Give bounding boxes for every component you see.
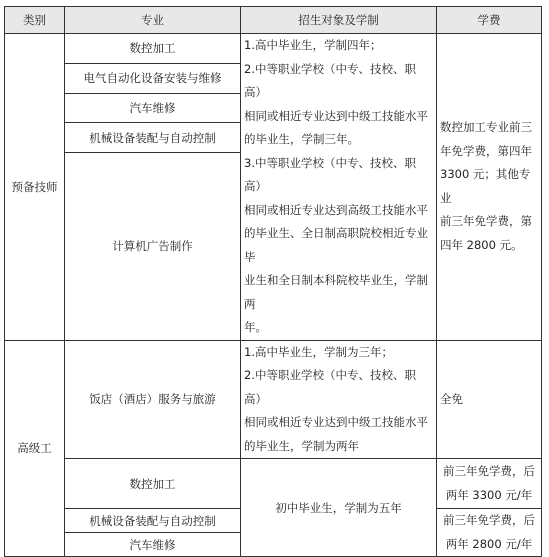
requirements-cell: 初中毕业生，学制为五年	[241, 459, 437, 557]
requirement-line: 1.高中毕业生，学制为三年；	[244, 344, 393, 359]
category-cell: 预备技师	[5, 34, 65, 341]
requirement-line: 的毕业生，学制为两年	[244, 438, 359, 453]
major-cell: 计算机广告制作	[65, 153, 241, 341]
major-cell: 机械设备装配与自动控制	[65, 123, 241, 153]
header-row	[5, 7, 542, 34]
major-cell: 数控加工	[65, 34, 241, 64]
fee-cell: 全免	[437, 340, 542, 459]
fee-cell	[437, 34, 542, 341]
requirement-line: 年。	[244, 320, 267, 334]
fee-line: 前三年免学费，后	[443, 513, 535, 527]
enrollment-table	[4, 6, 542, 557]
table-row	[5, 459, 542, 509]
requirement-line: 的毕业生，学制三年。	[244, 132, 359, 146]
major-cell: 电气自动化设备安装与维修	[65, 63, 241, 93]
fee-cell	[437, 459, 542, 509]
requirement-line: 1.高中毕业生，学制四年；	[244, 38, 382, 52]
major-cell: 饭店（酒店）服务与旅游	[65, 340, 241, 459]
major-cell: 数控加工	[65, 459, 241, 509]
requirement-line: 2.中等职业学校（中专、技校、职高）	[244, 368, 416, 406]
requirement-line: 2.中等职业学校（中专、技校、职高）	[244, 61, 416, 99]
fee-line: 两年 3300 元/年	[445, 487, 533, 502]
requirement-line: 业生和全日制本科院校毕业生，学制两	[244, 273, 428, 311]
fee-line: 两年 2800 元/年	[445, 536, 533, 551]
fee-line: 前三年免学费，第	[440, 214, 532, 229]
fee-line: 年免学费，第四年	[440, 143, 532, 158]
requirement-line: 相同或相近专业达到中级工技能水平	[244, 108, 428, 123]
requirement-line: 3.中等职业学校（中专、技校、职高）	[244, 155, 416, 193]
fee-line: 数控加工专业前三	[440, 120, 532, 135]
requirement-line: 的毕业生、全日制高职院校相近专业毕	[244, 226, 428, 264]
category-cell: 高级工	[5, 340, 65, 557]
header-major: 专业	[65, 7, 241, 34]
requirement-line: 相同或相近专业达到中级工技能水平	[244, 415, 428, 429]
requirements-cell	[241, 34, 437, 341]
fee-line: 3300 元；其他专业	[440, 167, 531, 205]
fee-line: 四年 2800 元。	[440, 237, 523, 252]
header-category: 类别	[5, 7, 65, 34]
major-cell: 汽车维修	[65, 93, 241, 123]
fee-line: 前三年免学费，后	[443, 464, 535, 478]
major-cell: 汽车维修	[65, 533, 241, 557]
fee-cell	[437, 509, 542, 557]
requirement-line: 相同或相近专业达到高级工技能水平	[244, 202, 428, 217]
header-tuition: 学费	[437, 7, 542, 34]
major-cell: 机械设备装配与自动控制	[65, 509, 241, 533]
requirements-cell	[241, 340, 437, 459]
header-enrollment: 招生对象及学制	[241, 7, 437, 34]
table-row	[5, 340, 542, 459]
table-row	[5, 34, 542, 64]
